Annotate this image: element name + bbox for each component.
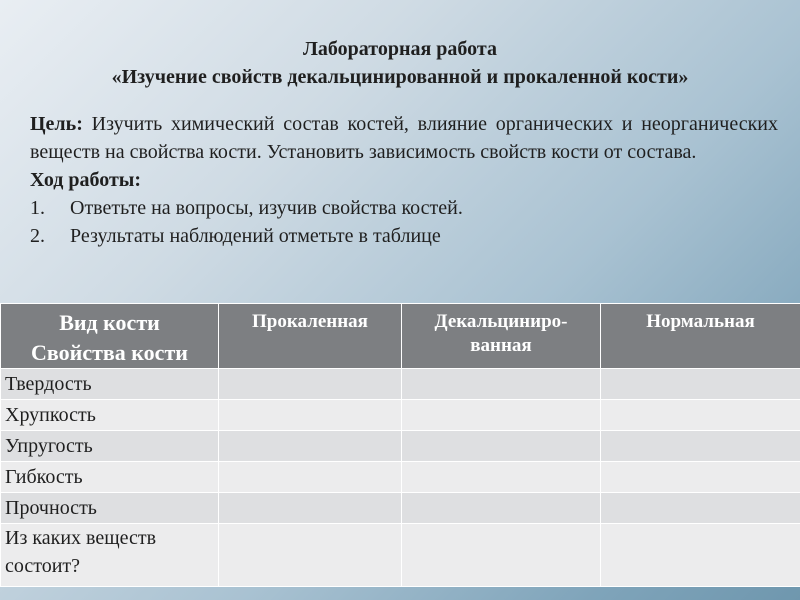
decalcified-cell[interactable]	[402, 493, 601, 524]
slide-body	[30, 110, 778, 250]
normal-cell[interactable]	[601, 431, 800, 462]
header-normal: Нормальная	[601, 304, 800, 369]
step-text: Ответьте на вопросы, изучив свойства костей.	[70, 197, 463, 219]
procedure-steps	[30, 194, 778, 250]
decalcified-cell[interactable]	[402, 431, 601, 462]
goal-paragraph	[30, 110, 778, 166]
normal-cell[interactable]	[601, 400, 800, 431]
header-bone-type-line-1: Вид кости	[59, 310, 160, 335]
calcined-cell[interactable]	[219, 431, 402, 462]
property-cell: Прочность	[1, 493, 219, 524]
table-row	[1, 462, 800, 493]
step-text: Результаты наблюдений отметьте в таблице	[70, 225, 441, 247]
calcined-cell[interactable]	[219, 493, 402, 524]
table-row	[1, 431, 800, 462]
normal-cell[interactable]	[601, 524, 800, 587]
property-cell: Твердость	[1, 369, 219, 400]
normal-cell[interactable]	[601, 369, 800, 400]
table-row	[1, 493, 800, 524]
decalcified-cell[interactable]	[402, 462, 601, 493]
normal-cell[interactable]	[601, 493, 800, 524]
header-bone-type	[1, 304, 219, 369]
title-line-1: Лабораторная работа	[303, 38, 497, 60]
slide-title	[0, 35, 800, 91]
step-number: 1.	[30, 197, 45, 219]
property-cell: Из каких веществ состоит?	[1, 524, 219, 587]
title-line-2: «Изучение свойств декальцинированной и прокаленной кости»	[111, 66, 689, 88]
table-row	[1, 524, 800, 587]
table-row	[1, 400, 800, 431]
header-bone-type-line-2: Свойства кости	[31, 340, 188, 365]
list-item	[30, 194, 778, 222]
table-header-row	[1, 304, 800, 369]
goal-label: Цель:	[30, 113, 83, 135]
header-calcined: Прокаленная	[219, 304, 402, 369]
header-decalcified: Декальциниро-ванная	[402, 304, 601, 369]
calcined-cell[interactable]	[219, 462, 402, 493]
observation-table	[0, 303, 800, 587]
procedure-heading: Ход работы:	[30, 169, 142, 191]
step-number: 2.	[30, 225, 45, 247]
calcined-cell[interactable]	[219, 400, 402, 431]
normal-cell[interactable]	[601, 462, 800, 493]
list-item	[30, 222, 778, 250]
property-cell: Хрупкость	[1, 400, 219, 431]
decalcified-cell[interactable]	[402, 400, 601, 431]
decalcified-cell[interactable]	[402, 369, 601, 400]
property-cell: Гибкость	[1, 462, 219, 493]
calcined-cell[interactable]	[219, 524, 402, 587]
decalcified-cell[interactable]	[402, 524, 601, 587]
goal-text: Изучить химический состав костей, влияние органических и неорганических веществ на свойства кости. Установить зависимость свойств кости от состава.	[30, 113, 778, 163]
property-cell: Упругость	[1, 431, 219, 462]
table-row	[1, 369, 800, 400]
calcined-cell[interactable]	[219, 369, 402, 400]
